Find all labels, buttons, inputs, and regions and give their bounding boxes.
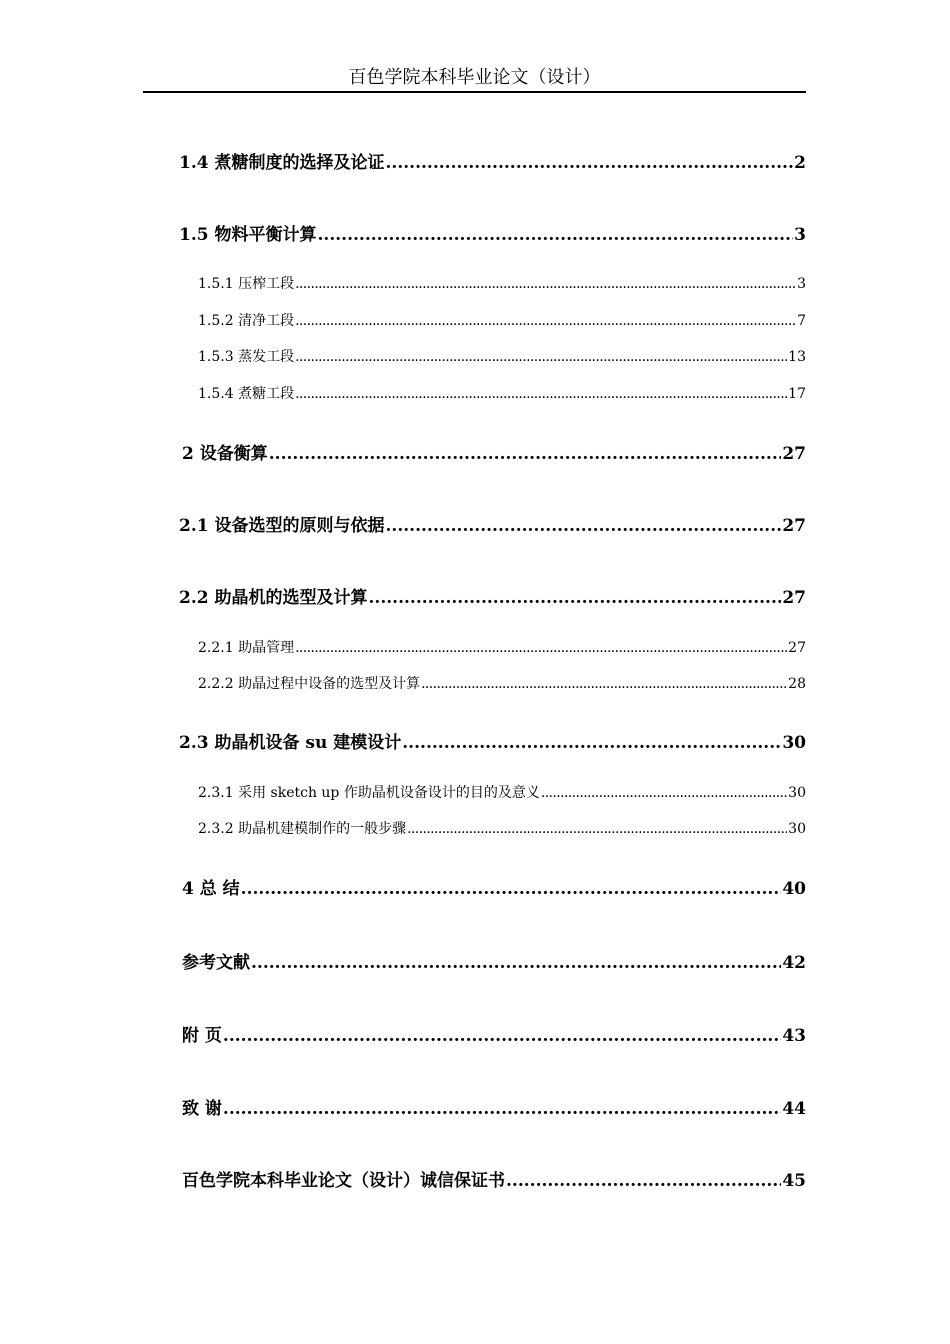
toc-entry-title: 2.1 设备选型的原则与依据	[179, 516, 385, 536]
toc-entry-page: 30	[782, 733, 806, 753]
toc-entry[interactable]	[182, 443, 806, 465]
toc-entry-title: 1.5.1 压榨工段	[198, 276, 295, 292]
toc-entry-title: 1.4 煮糖制度的选择及论证	[179, 153, 385, 173]
toc-entry-title: 1.5.4 煮糖工段	[198, 386, 295, 402]
toc-entry-page: 44	[782, 1099, 806, 1119]
toc-entry[interactable]	[182, 952, 806, 974]
toc-leader-dots	[295, 312, 796, 330]
toc-leader-dots	[295, 348, 787, 366]
page-header: 百色学院本科毕业论文（设计）	[348, 67, 601, 88]
toc-leader-dots	[295, 275, 796, 293]
toc-entry[interactable]	[198, 784, 806, 802]
toc-leader-dots	[295, 639, 787, 657]
toc-entry[interactable]	[198, 639, 806, 657]
toc-leader-dots	[369, 587, 782, 609]
toc-leader-dots	[269, 443, 782, 465]
toc-entry-title: 2.3 助晶机设备 su 建模设计	[179, 733, 402, 753]
toc-entry[interactable]	[182, 878, 806, 900]
toc-entry-title: 附 页	[182, 1026, 222, 1046]
toc-entry-page: 40	[782, 879, 806, 899]
toc-entry[interactable]	[198, 820, 806, 838]
toc-entry-page: 3	[797, 276, 806, 292]
toc-leader-dots	[241, 878, 782, 900]
toc-entry-page: 27	[782, 516, 806, 536]
toc-entry-page: 27	[782, 444, 806, 464]
toc-entry-title: 百色学院本科毕业论文（设计）诚信保证书	[182, 1171, 505, 1191]
toc-entry-title: 参考文献	[182, 953, 250, 973]
toc-entry-page: 43	[782, 1026, 806, 1046]
toc-entry-title: 2.2.2 助晶过程中设备的选型及计算	[198, 676, 421, 692]
toc-leader-dots	[386, 515, 782, 537]
toc-entry-title: 2.3.1 采用 sketch up 作助晶机设备设计的目的及意义	[198, 785, 540, 801]
toc-leader-dots	[318, 224, 794, 246]
toc-entry-page: 2	[794, 153, 806, 173]
toc-entry-page: 3	[794, 225, 806, 245]
toc-entry-page: 13	[788, 349, 806, 365]
toc-leader-dots	[386, 152, 794, 174]
toc-entry[interactable]	[179, 732, 806, 754]
toc-leader-dots	[541, 784, 787, 802]
header-rule	[143, 91, 806, 93]
toc-entry[interactable]	[179, 224, 806, 246]
toc-entry-page: 27	[782, 588, 806, 608]
toc-entry[interactable]	[198, 675, 806, 693]
toc-entry[interactable]	[182, 1170, 806, 1192]
toc-entry-title: 2 设备衡算	[182, 444, 268, 464]
toc-entry[interactable]	[179, 152, 806, 174]
toc-entry-page: 30	[788, 785, 806, 801]
toc-leader-dots	[421, 675, 787, 693]
toc-entry-title: 2.2.1 助晶管理	[198, 640, 295, 656]
toc-entry[interactable]	[182, 1025, 806, 1047]
toc-entry[interactable]	[198, 312, 806, 330]
toc-entry-title: 1.5.2 清净工段	[198, 313, 295, 329]
toc-entry-page: 42	[782, 953, 806, 973]
toc-entry[interactable]	[179, 515, 806, 537]
toc-entry[interactable]	[179, 587, 806, 609]
toc-entry[interactable]	[182, 1098, 806, 1120]
toc-entry[interactable]	[198, 385, 806, 403]
toc-entry-page: 17	[788, 386, 806, 402]
toc-entry-page: 30	[788, 821, 806, 837]
toc-entry-title: 2.2 助晶机的选型及计算	[179, 588, 368, 608]
toc-entry-title: 2.3.2 助晶机建模制作的一般步骤	[198, 821, 407, 837]
toc-leader-dots	[506, 1170, 781, 1192]
toc-entry-title: 致 谢	[182, 1099, 222, 1119]
toc-entry[interactable]	[198, 348, 806, 366]
toc-entry-page: 27	[788, 640, 806, 656]
toc-entry-page: 28	[788, 676, 806, 692]
toc-leader-dots	[251, 952, 781, 974]
toc-leader-dots	[402, 732, 781, 754]
toc-entry-title: 1.5.3 蒸发工段	[198, 349, 295, 365]
toc-entry-title: 1.5 物料平衡计算	[179, 225, 317, 245]
toc-entry-page: 7	[797, 313, 806, 329]
toc-entry[interactable]	[198, 275, 806, 293]
toc-entry-title: 4 总 结	[182, 879, 240, 899]
toc-entry-page: 45	[782, 1171, 806, 1191]
toc-leader-dots	[295, 385, 787, 403]
toc-leader-dots	[407, 820, 787, 838]
toc-leader-dots	[223, 1098, 781, 1120]
toc-leader-dots	[223, 1025, 781, 1047]
